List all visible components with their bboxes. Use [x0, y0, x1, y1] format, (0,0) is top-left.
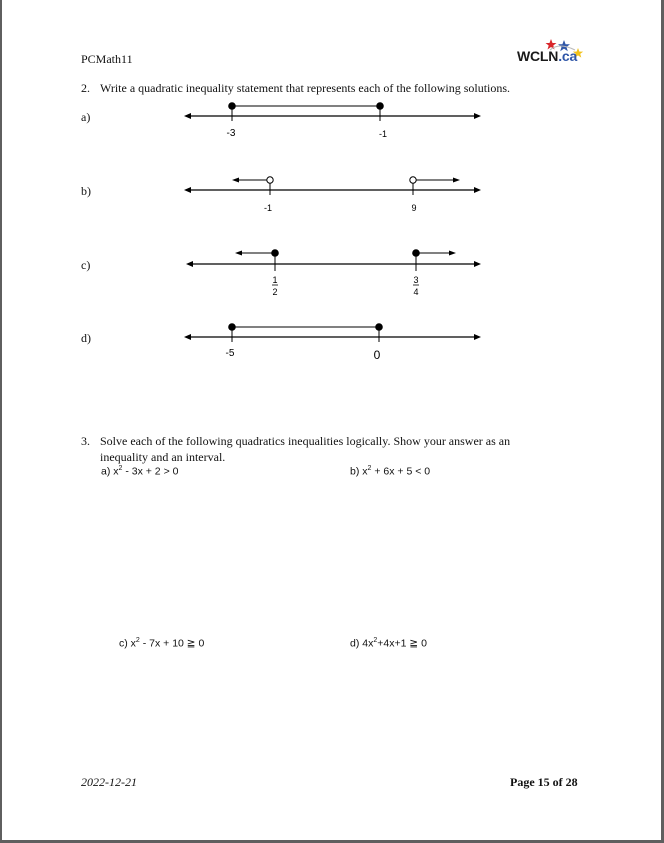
total-pages: 28	[565, 775, 578, 789]
q3-part-c: c) $x^2 - 7x + 10$ ≧ 0	[119, 637, 205, 650]
fraction-left-numerator: 1	[272, 275, 278, 285]
q2-part-c-label: c)	[81, 258, 91, 272]
q3-part-a: a) $x^2 - 3x + 2 > 0$	[101, 465, 179, 478]
footer-date: 2022-12-21	[81, 775, 137, 789]
document-page	[2, 0, 661, 840]
tick-label-right: 0	[373, 348, 381, 362]
course-header: PCMath11	[81, 52, 133, 66]
closed-endpoint-left	[271, 249, 279, 257]
fraction-right-denominator: 4	[413, 287, 419, 297]
closed-endpoint-right	[376, 102, 384, 110]
logo-text-main: WCLN	[517, 48, 559, 64]
q2-part-a-label: a)	[81, 110, 91, 124]
closed-endpoint-left	[228, 102, 236, 110]
footer-page-number: Page 15 of 28	[510, 775, 578, 789]
closed-endpoint-left	[228, 323, 236, 331]
question-2-prompt: Write a quadratic inequality statement that represents each of the following solutions.	[100, 81, 511, 95]
question-2-number: 2.	[81, 81, 90, 95]
tick-label-right: 9	[411, 203, 417, 213]
closed-endpoint-right	[412, 249, 420, 257]
q3-part-b: b) $x^2 + 6x + 5 < 0$	[350, 465, 431, 478]
wcln-logo	[517, 38, 587, 68]
tick-label-right: -1	[378, 129, 388, 139]
current-page: 15	[537, 775, 550, 789]
question-3-prompt-line-1: Solve each of the following quadratics inequalities logically. Show your answer as an	[100, 434, 511, 448]
open-endpoint-right	[410, 177, 416, 183]
tick-label-left: -3	[226, 128, 236, 139]
question-3-prompt-line-2: inequality and an interval.	[100, 450, 226, 464]
logo-text-suffix: .ca	[558, 48, 578, 64]
open-endpoint-left	[267, 177, 273, 183]
q2-part-d-label: d)	[81, 331, 91, 345]
question-3-number: 3.	[81, 434, 90, 448]
closed-endpoint-right	[375, 323, 383, 331]
fraction-right-numerator: 3	[413, 275, 419, 285]
tick-label-left: -1	[263, 203, 273, 213]
fraction-left-denominator: 2	[272, 287, 278, 297]
number-line-a	[182, 98, 482, 142]
q3-part-d: d) $4x^2+4x+1$ ≧ 0	[350, 637, 427, 650]
number-line-b	[182, 170, 482, 216]
tick-label-left: -5	[225, 348, 235, 359]
number-line-d	[182, 319, 482, 365]
q2-part-b-label: b)	[81, 184, 91, 198]
number-line-c	[184, 244, 484, 302]
